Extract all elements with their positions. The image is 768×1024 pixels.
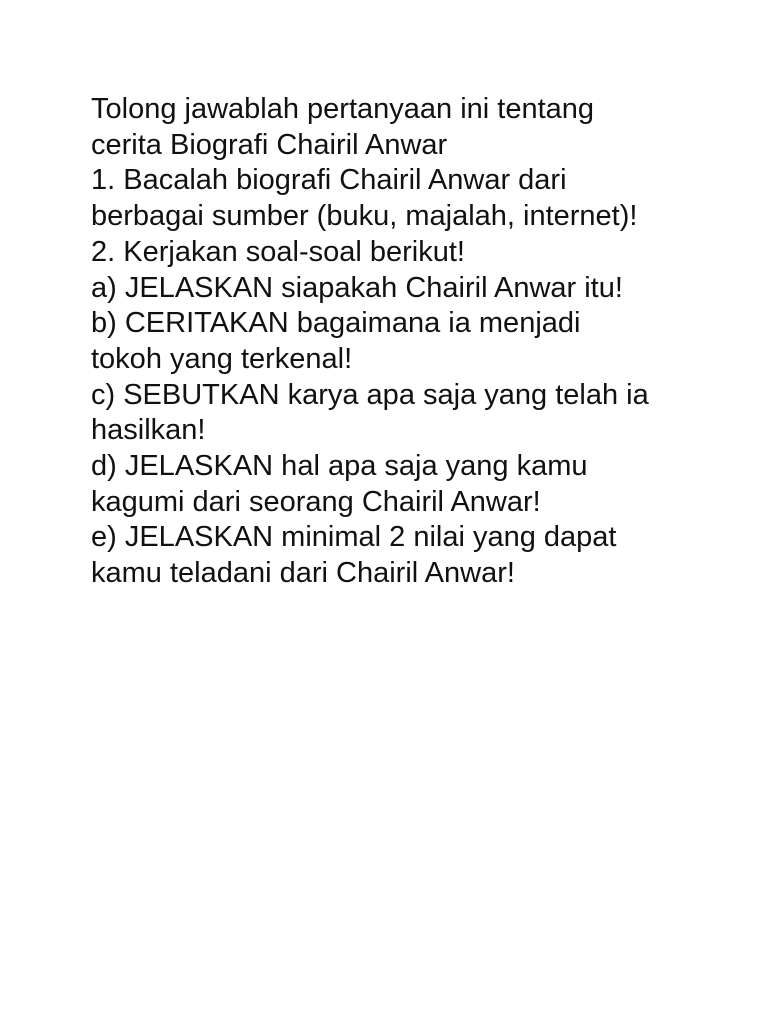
question-e-line-1: e) JELASKAN minimal 2 nilai yang dapat xyxy=(91,521,617,554)
step-2-line: 2. Kerjakan soal-soal berikut! xyxy=(91,235,465,268)
question-b-line-2: tokoh yang terkenal! xyxy=(91,342,353,375)
question-c-line-2: hasilkan! xyxy=(91,414,206,447)
question-e-line-2: kamu teladani dari Chairil Anwar! xyxy=(91,557,515,590)
step-1-line-2: berbagai sumber (buku, majalah, internet)! xyxy=(91,200,638,233)
question-b-line-1: b) CERITAKAN bagaimana ia menjadi xyxy=(91,307,581,340)
document-text xyxy=(91,92,691,592)
step-1-line-1: 1. Bacalah biografi Chairil Anwar dari xyxy=(91,164,567,197)
question-c-line-1: c) SEBUTKAN karya apa saja yang telah ia xyxy=(91,378,649,411)
intro-line-1: Tolong jawablah pertanyaan ini tentang xyxy=(91,93,595,125)
question-d-line-2: kagumi dari seorang Chairil Anwar! xyxy=(91,485,541,518)
question-d-line-1: d) JELASKAN hal apa saja yang kamu xyxy=(91,450,588,483)
question-a-line: a) JELASKAN siapakah Chairil Anwar itu! xyxy=(91,271,623,304)
intro-line-2: cerita Biografi Chairil Anwar xyxy=(91,128,448,161)
